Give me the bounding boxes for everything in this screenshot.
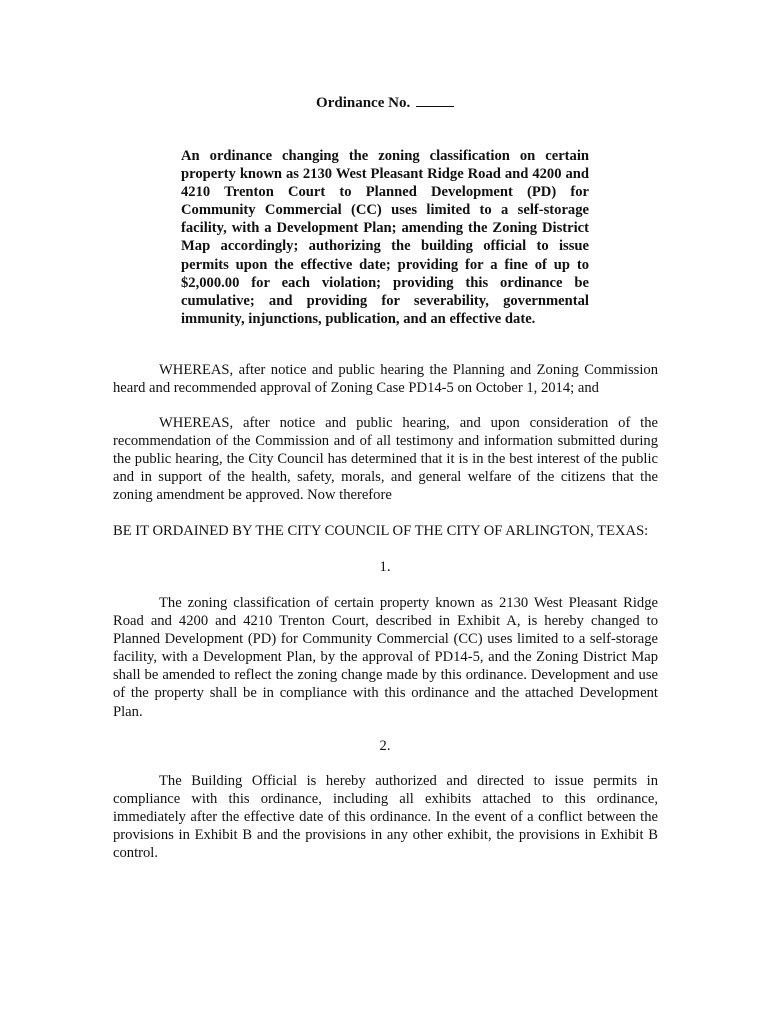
ordinance-caption: An ordinance changing the zoning classification on certain property known as 2130 West Pleasant Ridge Road and 4200 and 4210 Trenton Court to Planned Development (PD) for Community Commercial (CC) uses limited to a self-storage facility, with a Development Plan; amending the Zoning District Map accordingly; authorizing the building official to issue permits upon the effective date; providing for a fine of up to $2,000.00 for each violation; providing this ordinance be cumulative; and providing for severability, governmental immunity, injunctions, publication, and an effective date. [181, 148, 589, 327]
recital-paragraph-2: WHEREAS, after notice and public hearing, and upon consideration of the recommendation of the Commission and of all testimony and information submitted during the public hearing, the City Council has determined that it is in the best interest of the public and in support of the health, safety, morals, and general welfare of the citizens that the zoning amendment be approved. Now therefore [113, 415, 658, 504]
ordinance-title-text: Ordinance No. [316, 95, 411, 111]
recital-paragraph-1: WHEREAS, after notice and public hearing the Planning and Zoning Commission heard and recommended approval of Zoning Case PD14-5 on October 1, 2014; and [113, 362, 658, 397]
ordinance-number-blank [416, 94, 454, 107]
section-1-text: The zoning classification of certain property known as 2130 West Pleasant Ridge Road and 4200 and 4210 Trenton Court, described in Exhibit A, is hereby changed to Planned Development (PD) for Community Commercial (CC) uses limited to a self-storage facility, with a Development Plan, by the approval of PD14-5, and the Zoning District Map shall be amended to reflect the zoning change made by this ordinance. Development and use of the property shall be in compliance with this ordinance and the attached Development Plan. [113, 595, 658, 720]
section-1-number: 1. [379, 559, 391, 575]
section-2-text: The Building Official is hereby authorized and directed to issue permits in compliance with this ordinance, including all exhibits attached to this ordinance, immediately after the effective date of this ordinance. In the event of a conflict between the provisions in Exhibit B and the provisions in any other exhibit, the provisions in Exhibit B control. [113, 773, 658, 862]
ordinance-title [0, 93, 770, 113]
section-2-number: 2. [379, 738, 391, 754]
ordaining-clause: BE IT ORDAINED BY THE CITY COUNCIL OF THE CITY OF ARLINGTON, TEXAS: [113, 523, 649, 539]
